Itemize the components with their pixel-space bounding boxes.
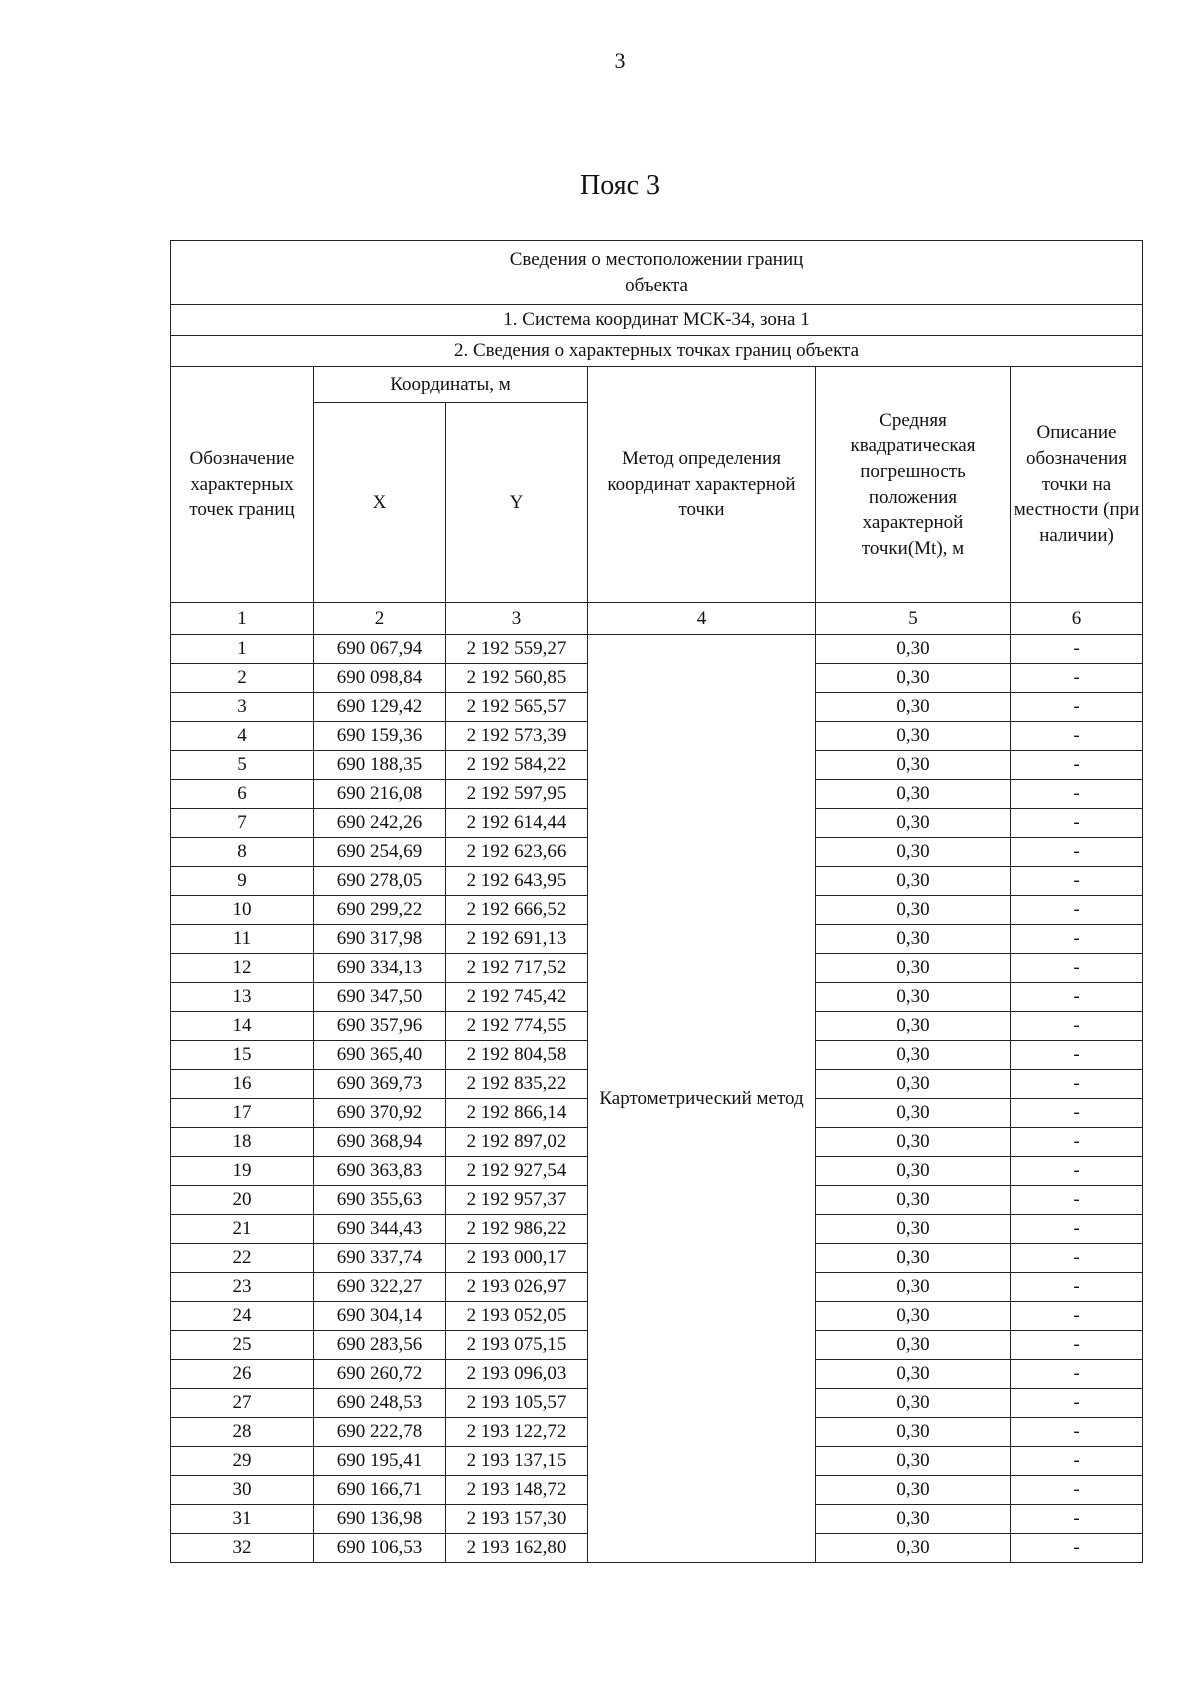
point-number: 24 xyxy=(171,1302,314,1331)
point-description: - xyxy=(1011,925,1143,954)
coordinate-x: 690 344,43 xyxy=(314,1215,446,1244)
point-number: 14 xyxy=(171,1012,314,1041)
point-number: 29 xyxy=(171,1447,314,1476)
coordinate-x: 690 322,27 xyxy=(314,1273,446,1302)
mean-error: 0,30 xyxy=(816,664,1011,693)
coordinate-x: 690 370,92 xyxy=(314,1099,446,1128)
point-description: - xyxy=(1011,809,1143,838)
point-number: 11 xyxy=(171,925,314,954)
point-description: - xyxy=(1011,693,1143,722)
table-title-line2: объекта xyxy=(625,274,688,296)
coordinate-y: 2 192 957,37 xyxy=(446,1186,588,1215)
mean-error: 0,30 xyxy=(816,1418,1011,1447)
column-number-row xyxy=(171,603,1143,635)
coordinate-x: 690 254,69 xyxy=(314,838,446,867)
mean-error: 0,30 xyxy=(816,1186,1011,1215)
coordinate-x: 690 334,13 xyxy=(314,954,446,983)
mean-error: 0,30 xyxy=(816,896,1011,925)
coordinate-y: 2 192 623,66 xyxy=(446,838,588,867)
point-description: - xyxy=(1011,1534,1143,1563)
header-point-designation: Обозначение характерных точек границ xyxy=(171,367,314,603)
coordinate-y: 2 192 691,13 xyxy=(446,925,588,954)
coordinate-x: 690 216,08 xyxy=(314,780,446,809)
point-description: - xyxy=(1011,983,1143,1012)
coordinate-x: 690 242,26 xyxy=(314,809,446,838)
mean-error: 0,30 xyxy=(816,1302,1011,1331)
point-number: 4 xyxy=(171,722,314,751)
coordinate-y: 2 193 000,17 xyxy=(446,1244,588,1273)
point-number: 20 xyxy=(171,1186,314,1215)
coordinate-y: 2 192 986,22 xyxy=(446,1215,588,1244)
point-number: 12 xyxy=(171,954,314,983)
point-description: - xyxy=(1011,1186,1143,1215)
table-title xyxy=(171,241,1143,305)
point-description: - xyxy=(1011,1244,1143,1273)
column-number: 6 xyxy=(1011,603,1143,635)
mean-error: 0,30 xyxy=(816,867,1011,896)
point-number: 32 xyxy=(171,1534,314,1563)
point-number: 18 xyxy=(171,1128,314,1157)
coordinate-x: 690 278,05 xyxy=(314,867,446,896)
point-number: 6 xyxy=(171,780,314,809)
column-number: 5 xyxy=(816,603,1011,635)
mean-error: 0,30 xyxy=(816,1273,1011,1302)
point-description: - xyxy=(1011,1070,1143,1099)
coordinate-x: 690 195,41 xyxy=(314,1447,446,1476)
mean-error: 0,30 xyxy=(816,1041,1011,1070)
coordinate-y: 2 192 804,58 xyxy=(446,1041,588,1070)
mean-error: 0,30 xyxy=(816,751,1011,780)
point-description: - xyxy=(1011,1302,1143,1331)
coordinate-y: 2 192 560,85 xyxy=(446,664,588,693)
method-cell: Картометрический метод xyxy=(588,635,816,1563)
coordinate-x: 690 347,50 xyxy=(314,983,446,1012)
mean-error: 0,30 xyxy=(816,1476,1011,1505)
point-description: - xyxy=(1011,1505,1143,1534)
coordinate-y: 2 192 614,44 xyxy=(446,809,588,838)
mean-error: 0,30 xyxy=(816,954,1011,983)
coordinate-y: 2 192 597,95 xyxy=(446,780,588,809)
mean-error: 0,30 xyxy=(816,1244,1011,1273)
point-description: - xyxy=(1011,1041,1143,1070)
coordinate-system-heading: 1. Система координат МСК-34, зона 1 xyxy=(171,305,1143,336)
point-description: - xyxy=(1011,1360,1143,1389)
point-description: - xyxy=(1011,1389,1143,1418)
point-number: 3 xyxy=(171,693,314,722)
mean-error: 0,30 xyxy=(816,925,1011,954)
point-description: - xyxy=(1011,954,1143,983)
coordinate-x: 690 248,53 xyxy=(314,1389,446,1418)
coordinate-x: 690 260,72 xyxy=(314,1360,446,1389)
coordinate-x: 690 166,71 xyxy=(314,1476,446,1505)
mean-error: 0,30 xyxy=(816,1215,1011,1244)
point-description: - xyxy=(1011,722,1143,751)
coordinate-y: 2 193 096,03 xyxy=(446,1360,588,1389)
coordinate-y: 2 192 897,02 xyxy=(446,1128,588,1157)
header-y: Y xyxy=(446,403,588,603)
point-description: - xyxy=(1011,1418,1143,1447)
point-description: - xyxy=(1011,780,1143,809)
mean-error: 0,30 xyxy=(816,1505,1011,1534)
coordinate-x: 690 369,73 xyxy=(314,1070,446,1099)
header-method: Метод определения координат характерной точки xyxy=(588,367,816,603)
mean-error: 0,30 xyxy=(816,693,1011,722)
coordinate-x: 690 067,94 xyxy=(314,635,446,664)
coordinate-y: 2 192 584,22 xyxy=(446,751,588,780)
point-description: - xyxy=(1011,1157,1143,1186)
coordinate-x: 690 136,98 xyxy=(314,1505,446,1534)
header-mean-error: Средняя квадратическая погрешность положения характерной точки(Mt), м xyxy=(816,367,1011,603)
coordinate-x: 690 304,14 xyxy=(314,1302,446,1331)
column-number: 3 xyxy=(446,603,588,635)
point-number: 9 xyxy=(171,867,314,896)
point-number: 31 xyxy=(171,1505,314,1534)
coordinate-y: 2 193 075,15 xyxy=(446,1331,588,1360)
point-number: 5 xyxy=(171,751,314,780)
coordinate-x: 690 365,40 xyxy=(314,1041,446,1070)
point-description: - xyxy=(1011,1012,1143,1041)
coordinate-y: 2 192 717,52 xyxy=(446,954,588,983)
mean-error: 0,30 xyxy=(816,722,1011,751)
header-coordinates: Координаты, м xyxy=(314,367,588,403)
point-number: 10 xyxy=(171,896,314,925)
mean-error: 0,30 xyxy=(816,1012,1011,1041)
coordinate-y: 2 192 666,52 xyxy=(446,896,588,925)
coordinate-y: 2 193 122,72 xyxy=(446,1418,588,1447)
point-number: 30 xyxy=(171,1476,314,1505)
point-description: - xyxy=(1011,1128,1143,1157)
point-number: 25 xyxy=(171,1331,314,1360)
mean-error: 0,30 xyxy=(816,635,1011,664)
point-description: - xyxy=(1011,867,1143,896)
coordinate-y: 2 192 835,22 xyxy=(446,1070,588,1099)
point-number: 2 xyxy=(171,664,314,693)
section2-row xyxy=(171,336,1143,367)
coordinate-y: 2 193 157,30 xyxy=(446,1505,588,1534)
coordinate-x: 690 363,83 xyxy=(314,1157,446,1186)
coordinate-x: 690 106,53 xyxy=(314,1534,446,1563)
mean-error: 0,30 xyxy=(816,1157,1011,1186)
coordinate-y: 2 193 026,97 xyxy=(446,1273,588,1302)
coordinate-x: 690 337,74 xyxy=(314,1244,446,1273)
point-number: 23 xyxy=(171,1273,314,1302)
coordinate-y: 2 192 745,42 xyxy=(446,983,588,1012)
coordinate-x: 690 188,35 xyxy=(314,751,446,780)
mean-error: 0,30 xyxy=(816,838,1011,867)
point-description: - xyxy=(1011,896,1143,925)
mean-error: 0,30 xyxy=(816,1534,1011,1563)
column-number: 2 xyxy=(314,603,446,635)
mean-error: 0,30 xyxy=(816,1099,1011,1128)
point-description: - xyxy=(1011,1215,1143,1244)
coordinate-x: 690 355,63 xyxy=(314,1186,446,1215)
header-row-1 xyxy=(171,367,1143,403)
coordinate-y: 2 193 148,72 xyxy=(446,1476,588,1505)
point-description: - xyxy=(1011,838,1143,867)
point-number: 21 xyxy=(171,1215,314,1244)
column-number: 1 xyxy=(171,603,314,635)
point-description: - xyxy=(1011,635,1143,664)
point-number: 8 xyxy=(171,838,314,867)
point-number: 28 xyxy=(171,1418,314,1447)
mean-error: 0,30 xyxy=(816,1128,1011,1157)
point-description: - xyxy=(1011,1447,1143,1476)
point-number: 26 xyxy=(171,1360,314,1389)
coordinate-x: 690 368,94 xyxy=(314,1128,446,1157)
point-number: 27 xyxy=(171,1389,314,1418)
coordinate-x: 690 098,84 xyxy=(314,664,446,693)
section1-row xyxy=(171,305,1143,336)
points-heading: 2. Сведения о характерных точках границ объекта xyxy=(171,336,1143,367)
point-number: 1 xyxy=(171,635,314,664)
point-description: - xyxy=(1011,751,1143,780)
point-number: 7 xyxy=(171,809,314,838)
coordinate-x: 690 299,22 xyxy=(314,896,446,925)
point-description: - xyxy=(1011,664,1143,693)
table-row xyxy=(171,635,1143,664)
coordinate-y: 2 192 774,55 xyxy=(446,1012,588,1041)
coordinate-y: 2 193 162,80 xyxy=(446,1534,588,1563)
point-number: 17 xyxy=(171,1099,314,1128)
point-number: 16 xyxy=(171,1070,314,1099)
coordinate-y: 2 193 137,15 xyxy=(446,1447,588,1476)
coordinate-x: 690 159,36 xyxy=(314,722,446,751)
coordinate-y: 2 192 866,14 xyxy=(446,1099,588,1128)
point-description: - xyxy=(1011,1099,1143,1128)
coordinate-y: 2 192 565,57 xyxy=(446,693,588,722)
mean-error: 0,30 xyxy=(816,780,1011,809)
table-title-line1: Сведения о местоположении границ xyxy=(509,248,804,270)
coordinate-y: 2 192 927,54 xyxy=(446,1157,588,1186)
coordinate-x: 690 317,98 xyxy=(314,925,446,954)
mean-error: 0,30 xyxy=(816,1389,1011,1418)
coordinate-y: 2 192 559,27 xyxy=(446,635,588,664)
mean-error: 0,30 xyxy=(816,1360,1011,1389)
mean-error: 0,30 xyxy=(816,1447,1011,1476)
point-description: - xyxy=(1011,1273,1143,1302)
point-number: 22 xyxy=(171,1244,314,1273)
mean-error: 0,30 xyxy=(816,983,1011,1012)
header-x: X xyxy=(314,403,446,603)
mean-error: 0,30 xyxy=(816,1331,1011,1360)
page-number: 3 xyxy=(614,48,626,73)
document-title: Пояс 3 xyxy=(580,170,660,201)
coordinate-y: 2 193 105,57 xyxy=(446,1389,588,1418)
header-description: Описание обозначения точки на местности (при наличии) xyxy=(1011,367,1143,603)
coordinate-y: 2 193 052,05 xyxy=(446,1302,588,1331)
coordinate-y: 2 192 643,95 xyxy=(446,867,588,896)
point-number: 13 xyxy=(171,983,314,1012)
point-number: 15 xyxy=(171,1041,314,1070)
column-number: 4 xyxy=(588,603,816,635)
coordinate-x: 690 222,78 xyxy=(314,1418,446,1447)
coordinate-y: 2 192 573,39 xyxy=(446,722,588,751)
coordinate-x: 690 357,96 xyxy=(314,1012,446,1041)
coordinate-x: 690 283,56 xyxy=(314,1331,446,1360)
boundary-points-table xyxy=(170,240,1143,1563)
point-description: - xyxy=(1011,1331,1143,1360)
coordinate-x: 690 129,42 xyxy=(314,693,446,722)
table-title-row xyxy=(171,241,1143,305)
point-number: 19 xyxy=(171,1157,314,1186)
point-description: - xyxy=(1011,1476,1143,1505)
mean-error: 0,30 xyxy=(816,1070,1011,1099)
mean-error: 0,30 xyxy=(816,809,1011,838)
